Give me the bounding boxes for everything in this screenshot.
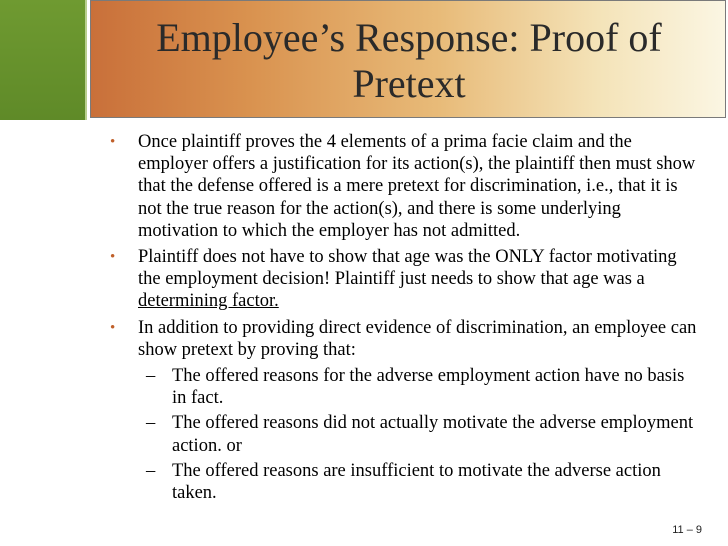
sub-bullet-item-3: [138, 460, 700, 504]
sub-bullet-marker: –: [146, 366, 156, 387]
slide-title-line1: Employee’s Response: Proof of: [156, 15, 662, 60]
slide-title-line2: Pretext: [352, 61, 466, 106]
sub-bullet-item-1: [138, 365, 700, 409]
sub-bullet-marker: –: [146, 413, 156, 434]
sub-bullet-text-2: The offered reasons did not actually motivate the adverse employment action. or: [172, 413, 694, 456]
underlined-phrase: determining factor.: [138, 291, 279, 312]
sub-bullet-text-3: The offered reasons are insufficient to motivate the adverse action taken.: [172, 460, 661, 504]
sub-bullet-text-1: The offered reasons for the adverse employment action have no basis in fact.: [172, 366, 685, 409]
bullet-marker: •: [110, 134, 116, 150]
title-banner: [90, 0, 726, 118]
bullet-marker: •: [110, 319, 116, 336]
bullet-item-2: [110, 246, 700, 313]
bullet-text-3: In addition to providing direct evidence of discrimination, an employee can show pretext by proving that:: [138, 317, 697, 360]
sub-bullet-item-2: [138, 412, 700, 456]
bullet-marker: •: [110, 249, 116, 266]
bullet-text-1: Once plaintiff proves the 4 elements of a prima facie claim and the employer offers a justification for its action(s), the plaintiff then must show that the defense offered is a mere pretext for discrimination, i.e., that it is not the true reason for the action(s), and there is some underlying motivation to which the employer has not admitted.: [138, 132, 696, 241]
bullet-item-3: [110, 317, 700, 361]
slide-title: [91, 15, 727, 107]
left-accent-bar: [0, 0, 85, 120]
slide-content: [110, 131, 700, 507]
bullet-item-1: [110, 131, 700, 242]
left-accent-edge: [85, 0, 87, 120]
bullet-text-2: Plaintiff does not have to show that age was the ONLY factor motivating the employment decision! Plaintiff just needs to show that age was a: [138, 247, 677, 290]
sub-bullet-marker: –: [146, 460, 156, 481]
slide-number: 11 – 9: [672, 524, 702, 536]
